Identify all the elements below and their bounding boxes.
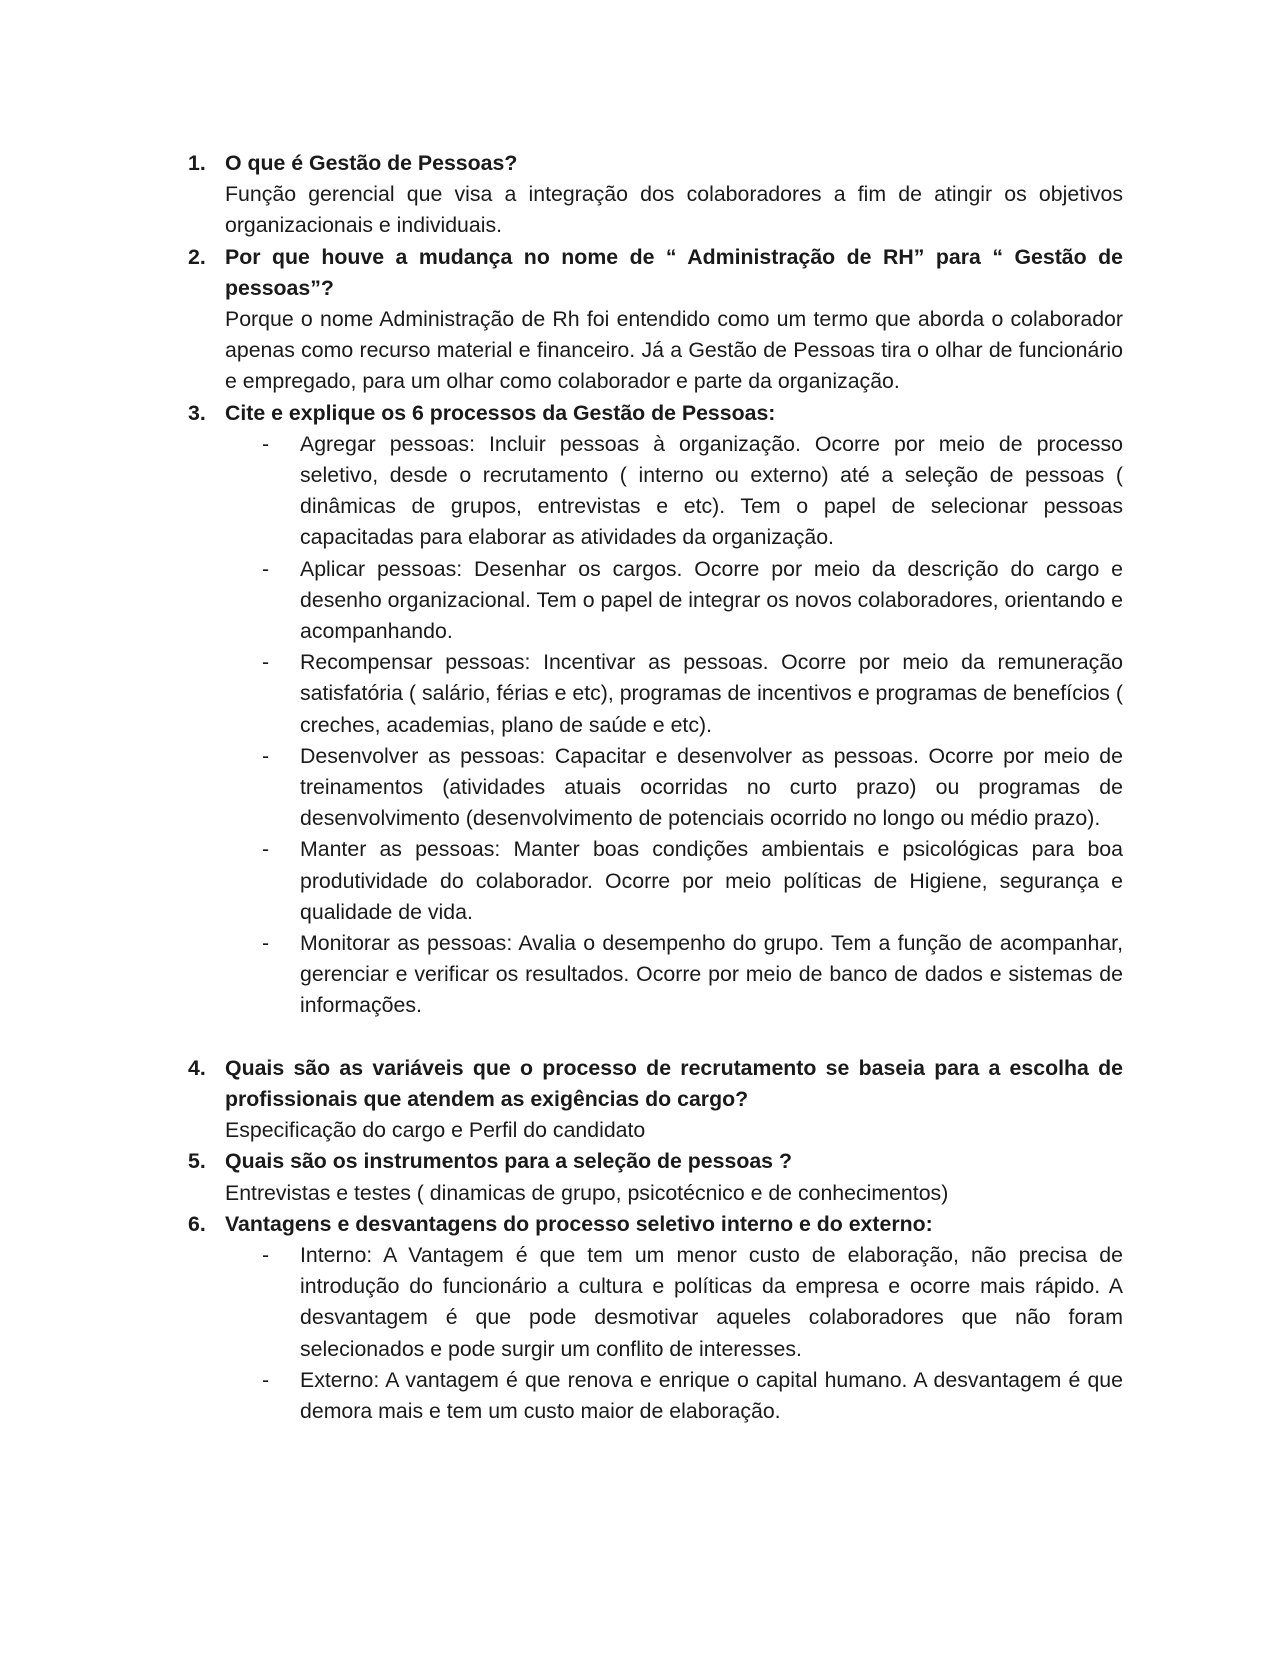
question-number: 4. [188,1055,206,1080]
dash-bullet: - [262,1242,270,1267]
question-title: Cite e explique os 6 processos da Gestão de Pessoas: [225,400,776,425]
question-answer: Entrevistas e testes ( dinamicas de grupo, psicotécnico e de conhecimentos) [225,1180,949,1205]
list-item-text: Interno: A Vantagem é que tem um menor custo de elaboração, não precisa de introdução do funcionário a cultura e políticas da empresa e ocorre mais rápido. A desvantagem é que pode desmotivar aqueles colaboradores que não foram selecionados e pode surgir um conflito de interesses. [300,1242,1123,1361]
question-title: Quais são as variáveis que o processo de recrutamento se baseia para a escolha de profissionais que atendem as exigências do cargo? [225,1055,1123,1111]
list-item [225,834,1123,928]
question-3 [188,398,1123,1053]
question-number: 6. [188,1211,206,1236]
question-number: 3. [188,400,206,425]
dash-bullet: - [262,1367,270,1392]
list-item [225,647,1123,741]
question-number: 2. [188,244,206,269]
question-title: Por que houve a mudança no nome de “ Administração de RH” para “ Gestão de pessoas”? [225,244,1123,300]
dash-bullet: - [262,837,270,862]
list-item-text: Recompensar pessoas: Incentivar as pessoas. Ocorre por meio da remuneração satisfatória ( salário, férias e etc), programas de incentivos e programas de benefícios ( creches, academias, plano de saúde e etc). [300,650,1123,737]
question-answer: Porque o nome Administração de Rh foi entendido como um termo que aborda o colaborador apenas como recurso material e financeiro. Já a Gestão de Pessoas tira o olhar de funcionário e empregado, para um olhar como colaborador e parte da organização. [225,307,1123,394]
question-answer: Função gerencial que visa a integração dos colaboradores a fim de atingir os objetivos organizacionais e individuais. [225,182,1123,238]
dash-bullet: - [262,556,270,581]
question-number: 1. [188,151,206,175]
question-4 [188,1053,1123,1147]
list-item-text: Desenvolver as pessoas: Capacitar e desenvolver as pessoas. Ocorre por meio de treinamentos (atividades atuais ocorridas no curto prazo) ou programas de desenvolvimento (desenvolvimento de potenciais ocorrido no longo ou médio prazo). [300,743,1123,831]
question-number: 5. [188,1149,206,1174]
question-title: O que é Gestão de Pessoas? [225,151,518,175]
question-5 [188,1146,1123,1208]
list-item-text: Externo: A vantagem é que renova e enrique o capital humano. A desvantagem é que demora mais e tem um custo maior de elaboração. [300,1367,1123,1423]
question-1 [188,148,1123,242]
dash-bullet: - [262,650,270,675]
list-item [225,429,1123,554]
question-6 [188,1209,1123,1427]
question-title: Quais são os instrumentos para a seleção de pessoas ? [225,1149,792,1174]
list-item-text: Aplicar pessoas: Desenhar os cargos. Ocorre por meio da descrição do cargo e desenho organizacional. Tem o papel de integrar os novos colaboradores, orientando e acompanhando. [300,556,1123,644]
comparison-list [225,1240,1123,1427]
dash-bullet: - [262,931,270,956]
question-2 [188,242,1123,398]
list-item [225,1365,1123,1427]
list-item [225,741,1123,835]
dash-bullet: - [262,431,270,456]
list-item-text: Monitorar as pessoas: Avalia o desempenho do grupo. Tem a função de acompanhar, gerenciar e verificar os resultados. Ocorre por meio de banco de dados e sistemas de informações. [300,931,1123,1018]
list-item-text: Manter as pessoas: Manter boas condições ambientais e psicológicas para boa produtividade do colaborador. Ocorre por meio políticas de Higiene, segurança e qualidade de vida. [300,837,1123,924]
list-item [225,554,1123,648]
process-list [225,429,1123,1022]
question-answer: Especificação do cargo e Perfil do candidato [225,1118,646,1143]
list-item-text: Agregar pessoas: Incluir pessoas à organização. Ocorre por meio de processo seletivo, desde o recrutamento ( interno ou externo) até a seleção de pessoas ( dinâmicas de grupos, entrevistas e etc). Tem o papel de selecionar pessoas capacitadas para elaborar as atividades da organização. [300,431,1123,550]
list-item [225,1240,1123,1365]
blank-line [225,1022,1123,1053]
list-item [225,928,1123,1022]
question-list [188,148,1123,1427]
question-title: Vantagens e desvantagens do processo seletivo interno e do externo: [225,1211,933,1236]
dash-bullet: - [262,743,270,768]
